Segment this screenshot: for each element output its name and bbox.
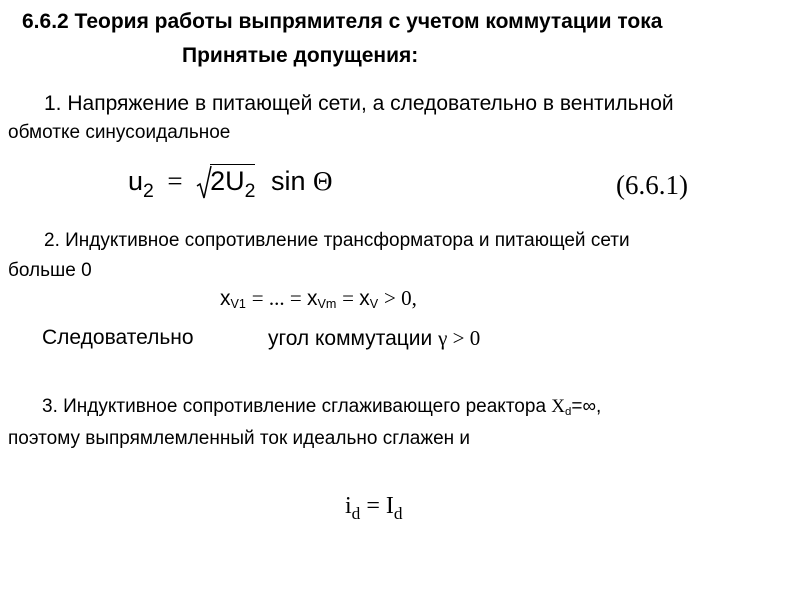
assumption-2-line-2: больше 0 <box>8 260 92 281</box>
commutation-angle <box>268 326 480 351</box>
eq3-sub-I: d <box>393 504 403 524</box>
eq2-x3: x <box>359 287 370 310</box>
eq3-i: i <box>345 493 352 519</box>
commutation-tail: > 0 <box>447 326 481 350</box>
eq1-u: u <box>128 166 144 196</box>
assumption-3-text: 3. Индуктивное сопротивление сглаживающего реактора <box>42 396 552 417</box>
assumption-3-line-1 <box>42 396 601 418</box>
eq3-I: I <box>385 493 394 519</box>
equation-6-6-1 <box>128 166 333 202</box>
reactor-sub-d: d <box>565 405 572 418</box>
eq1-sin: sin <box>270 166 306 196</box>
eq3-sub-i: d <box>351 504 361 524</box>
eq1-sqrt-arg: 2U <box>210 166 245 196</box>
eq2-equals: = <box>342 286 360 310</box>
eq2-sub-vm: Vm <box>317 297 337 312</box>
eq3-equals: = <box>366 493 386 519</box>
equation-number: (6.6.1) <box>616 170 688 200</box>
equation-reactances <box>220 286 417 311</box>
consequence-word: Следовательно <box>42 326 194 349</box>
gamma-symbol: γ <box>438 326 448 350</box>
eq2-mid: = ... = <box>251 286 307 310</box>
assumption-1-line-1: 1. Напряжение в питающей сети, а следовательно в вентильной <box>44 92 674 115</box>
equation-current <box>345 493 403 524</box>
assumption-3-line-2: поэтому выпрямлемленный ток идеально сглажен и <box>8 428 471 449</box>
eq1-theta: Θ <box>312 166 333 196</box>
assumptions-heading: Принятые допущения: <box>182 44 419 67</box>
assumption-1-line-2: обмотке синусоидальное <box>8 122 231 143</box>
eq1-sub-2b: 2 <box>244 179 256 202</box>
eq2-sub-v: V <box>369 297 379 312</box>
eq2-sub-v1: V1 <box>230 297 246 312</box>
page-title: 6.6.2 Теория работы выпрямителя с учетом коммутации тока <box>22 10 663 33</box>
eq2-tail: > 0, <box>384 286 417 310</box>
eq2-x2: x <box>306 287 318 310</box>
sqrt-symbol <box>196 166 256 202</box>
eq1-sub-2: 2 <box>143 179 154 202</box>
eq2-x1: x <box>220 287 231 310</box>
assumption-3-infinity: =∞, <box>571 396 602 417</box>
assumption-2-line-1: 2. Индуктивное сопротивление трансформатора и питающей сети <box>44 230 630 251</box>
eq1-equals: = <box>167 166 183 196</box>
commutation-text: угол коммутации <box>268 327 439 350</box>
reactor-x: X <box>551 396 566 417</box>
